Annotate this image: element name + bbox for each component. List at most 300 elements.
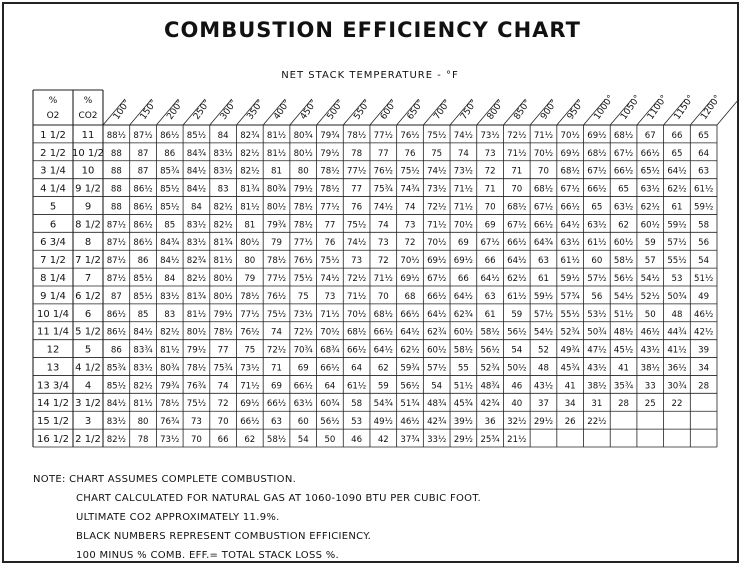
efficiency-value: 87½	[106, 256, 126, 267]
efficiency-value: 80¾	[160, 363, 180, 374]
efficiency-value: 82½	[213, 202, 233, 213]
efficiency-value: 85¾	[106, 363, 126, 374]
efficiency-value: 46½	[694, 309, 714, 320]
efficiency-value: 84	[190, 202, 202, 213]
efficiency-value: 81½	[160, 345, 180, 356]
efficiency-value: 79¾	[320, 130, 340, 141]
efficiency-value: 76¾	[186, 381, 207, 392]
efficiency-value: 22	[671, 399, 683, 410]
efficiency-value: 63½	[613, 202, 634, 213]
efficiency-value: 66	[671, 130, 683, 141]
efficiency-value: 80½	[293, 148, 313, 159]
efficiency-value: 56½	[400, 381, 420, 392]
efficiency-value: 67½	[427, 273, 447, 284]
efficiency-value: 68½	[587, 148, 607, 159]
efficiency-value: 73	[377, 238, 389, 249]
temperature-header: 700°	[432, 98, 453, 122]
efficiency-value: 67	[644, 130, 656, 141]
efficiency-value: 50¾	[667, 291, 687, 302]
efficiency-value: 81	[271, 166, 282, 177]
efficiency-value: 70½	[533, 148, 554, 159]
o2-percent: 12	[46, 344, 60, 356]
efficiency-value: 75	[244, 345, 256, 356]
efficiency-value: 73½	[240, 363, 260, 374]
efficiency-value: 59	[511, 309, 523, 320]
efficiency-value: 78½	[293, 202, 313, 213]
efficiency-value: 87½	[106, 273, 126, 284]
efficiency-value: 77½	[240, 309, 260, 320]
efficiency-value: 29½	[533, 417, 554, 428]
efficiency-value: 34	[698, 363, 710, 374]
efficiency-value: 41½	[667, 345, 687, 356]
efficiency-value: 82½	[240, 148, 260, 159]
efficiency-value: 74½	[453, 130, 474, 141]
efficiency-value: 73	[404, 220, 416, 231]
efficiency-value: 66½	[507, 238, 527, 249]
efficiency-value: 71½	[453, 202, 474, 213]
efficiency-value: 85½	[186, 130, 207, 141]
efficiency-value: 73½	[293, 309, 313, 320]
efficiency-value: 75½	[186, 399, 207, 410]
efficiency-value: 83½	[133, 363, 153, 374]
efficiency-value: 87	[137, 148, 149, 159]
efficiency-value: 55	[457, 363, 469, 374]
efficiency-value: 54	[698, 256, 710, 267]
efficiency-value: 44¾	[667, 327, 687, 338]
co2-percent: 8	[84, 237, 92, 249]
efficiency-value: 59½	[560, 273, 580, 284]
efficiency-value: 70½	[320, 327, 340, 338]
o2-percent: 11 1/4	[37, 326, 69, 338]
efficiency-value: 86½	[133, 220, 153, 231]
efficiency-value: 81¾	[186, 291, 207, 302]
efficiency-value: 26	[564, 417, 576, 428]
efficiency-value: 65½	[640, 166, 660, 177]
efficiency-value: 78½	[320, 166, 340, 177]
efficiency-value: 66	[484, 256, 496, 267]
efficiency-value: 81½	[266, 148, 287, 159]
efficiency-value: 78½	[346, 130, 367, 141]
efficiency-value: 72½	[293, 327, 313, 338]
efficiency-value: 71	[511, 166, 523, 177]
efficiency-value: 88	[110, 166, 122, 177]
efficiency-value: 31	[591, 399, 603, 410]
efficiency-value: 56½	[320, 417, 340, 428]
efficiency-value: 62¾	[453, 309, 474, 320]
efficiency-value: 86½	[106, 309, 126, 320]
efficiency-value: 39½	[453, 417, 474, 428]
co2-percent: 2 1/2	[75, 433, 101, 445]
efficiency-value: 80½	[213, 291, 233, 302]
temperature-header: 600°	[378, 98, 400, 122]
efficiency-value: 50½	[507, 363, 527, 374]
temperature-header: 950°	[565, 98, 587, 122]
efficiency-value: 59½	[533, 291, 554, 302]
efficiency-value: 78½	[160, 399, 180, 410]
efficiency-value: 50	[644, 309, 656, 320]
efficiency-value: 38½	[587, 381, 607, 392]
efficiency-value: 79	[244, 273, 256, 284]
o2-percent: 10 1/4	[37, 308, 69, 320]
o2-percent: 6	[49, 219, 57, 231]
efficiency-value: 51½	[613, 309, 634, 320]
efficiency-value: 84¾	[160, 238, 180, 249]
efficiency-value: 69½	[587, 130, 607, 141]
efficiency-value: 66½	[427, 291, 447, 302]
efficiency-value: 53½	[587, 309, 607, 320]
efficiency-value: 85½	[106, 381, 126, 392]
efficiency-value: 82½	[213, 220, 233, 231]
efficiency-value: 66½	[560, 202, 580, 213]
efficiency-value: 67½	[480, 238, 500, 249]
efficiency-value: 62½	[640, 202, 660, 213]
efficiency-value: 78½	[186, 363, 207, 374]
efficiency-value: 56½	[613, 273, 634, 284]
efficiency-value: 72	[404, 238, 416, 249]
efficiency-value: 65	[618, 184, 630, 195]
efficiency-value: 71½	[373, 273, 393, 284]
efficiency-value: 66½	[266, 399, 287, 410]
efficiency-value: 43½	[640, 345, 660, 356]
temperature-header: 450°	[298, 98, 320, 122]
efficiency-value: 70	[190, 434, 202, 445]
co2-percent: 10	[81, 165, 95, 177]
efficiency-value: 70	[377, 291, 389, 302]
efficiency-value: 45¾	[453, 399, 474, 410]
efficiency-value: 78½	[293, 220, 313, 231]
efficiency-value: 59	[377, 381, 389, 392]
efficiency-value: 84½	[160, 256, 180, 267]
chart-notes	[33, 470, 481, 565]
efficiency-value: 80½	[266, 202, 287, 213]
efficiency-value: 66½	[613, 166, 634, 177]
efficiency-value: 52	[538, 345, 549, 356]
o2-percent: 6 3/4	[40, 237, 66, 249]
efficiency-value: 59½	[667, 220, 687, 231]
efficiency-value: 42¾	[427, 417, 447, 428]
efficiency-value: 50	[324, 434, 336, 445]
efficiency-value: 75½	[293, 273, 313, 284]
efficiency-value: 25¾	[480, 434, 500, 445]
efficiency-value: 74	[404, 202, 416, 213]
efficiency-value: 67½	[560, 184, 580, 195]
efficiency-value: 51½	[694, 273, 714, 284]
header-label: %	[83, 96, 93, 106]
efficiency-value: 71½	[453, 184, 474, 195]
efficiency-value: 66½	[240, 417, 260, 428]
efficiency-value: 36½	[667, 363, 687, 374]
efficiency-value: 66½	[640, 148, 660, 159]
o2-percent: 3 1/4	[40, 165, 66, 177]
efficiency-value: 46	[351, 434, 363, 445]
efficiency-value: 30¾	[667, 381, 687, 392]
efficiency-value: 71½	[240, 381, 260, 392]
efficiency-value: 46½	[400, 417, 420, 428]
efficiency-value: 81½	[186, 309, 207, 320]
co2-percent: 8 1/2	[75, 219, 101, 231]
efficiency-value: 69	[484, 220, 496, 231]
efficiency-value: 59½	[694, 202, 714, 213]
chart-title: COMBUSTION EFFICIENCY CHART	[164, 18, 581, 42]
efficiency-value: 78½	[266, 256, 287, 267]
efficiency-value: 48	[538, 363, 549, 374]
efficiency-value: 77½	[266, 273, 287, 284]
efficiency-value: 71½	[427, 220, 447, 231]
efficiency-value: 85½	[160, 202, 180, 213]
temperature-header: 300°	[218, 98, 240, 122]
efficiency-value: 40	[511, 399, 523, 410]
efficiency-value: 43½	[587, 363, 607, 374]
efficiency-value: 63	[538, 256, 549, 267]
efficiency-value: 87½	[106, 220, 126, 231]
efficiency-value: 72½	[507, 130, 527, 141]
temperature-header: 1050°	[619, 93, 644, 122]
efficiency-value: 66½	[293, 381, 313, 392]
efficiency-value: 84½	[186, 166, 207, 177]
efficiency-value: 75½	[266, 309, 287, 320]
efficiency-value: 64	[698, 148, 710, 159]
temperature-header: 550°	[352, 98, 373, 122]
co2-percent: 5	[84, 344, 92, 356]
o2-percent: 13	[46, 362, 60, 374]
efficiency-value: 88	[110, 184, 122, 195]
efficiency-value: 60	[591, 256, 603, 267]
efficiency-value: 80½	[240, 238, 260, 249]
efficiency-value: 84½	[133, 327, 153, 338]
efficiency-value: 83	[164, 309, 176, 320]
o2-percent: 7 1/2	[40, 255, 66, 267]
efficiency-value: 66	[217, 434, 229, 445]
efficiency-value: 66½	[373, 327, 393, 338]
efficiency-value: 42½	[694, 327, 714, 338]
efficiency-value: 63½	[293, 399, 313, 410]
efficiency-value: 54	[297, 434, 309, 445]
efficiency-value: 45½	[613, 345, 634, 356]
efficiency-value: 34	[564, 399, 576, 410]
efficiency-value: 64½	[667, 166, 687, 177]
efficiency-value: 78½	[320, 184, 340, 195]
efficiency-value: 80½	[213, 273, 233, 284]
efficiency-value: 70	[217, 417, 229, 428]
efficiency-value: 71½	[507, 148, 527, 159]
efficiency-value: 64½	[507, 256, 527, 267]
efficiency-value: 67½	[613, 148, 634, 159]
efficiency-value: 86½	[133, 184, 153, 195]
efficiency-value: 28	[618, 399, 630, 410]
efficiency-value: 54¾	[373, 399, 393, 410]
efficiency-value: 74½	[320, 273, 340, 284]
efficiency-value: 76	[324, 238, 336, 249]
efficiency-value: 72½	[427, 202, 447, 213]
efficiency-value: 62½	[507, 273, 527, 284]
efficiency-value: 76½	[400, 130, 420, 141]
note-line: CHART CALCULATED FOR NATURAL GAS AT 1060-1090 BTU PER CUBIC FOOT.	[76, 493, 482, 504]
efficiency-value: 86	[164, 148, 176, 159]
efficiency-value: 72	[217, 399, 229, 410]
efficiency-value: 41	[618, 363, 630, 374]
efficiency-value: 70½	[560, 130, 580, 141]
co2-percent: 7 1/2	[75, 255, 101, 267]
temperature-header: 1150°	[672, 93, 697, 122]
efficiency-value: 57½	[667, 238, 687, 249]
efficiency-value: 82¾	[240, 130, 260, 141]
efficiency-value: 65	[698, 130, 710, 141]
efficiency-value: 76½	[240, 327, 260, 338]
efficiency-value: 71½	[320, 309, 340, 320]
efficiency-value: 59	[644, 238, 656, 249]
efficiency-value: 76½	[373, 166, 393, 177]
efficiency-value: 61	[671, 202, 683, 213]
efficiency-value: 49	[698, 291, 710, 302]
efficiency-value: 58½	[266, 434, 287, 445]
temperature-header: 350°	[245, 98, 267, 122]
co2-percent: 3 1/2	[75, 398, 101, 410]
efficiency-value: 66½	[320, 363, 340, 374]
efficiency-value: 48	[671, 309, 683, 320]
efficiency-value: 57½	[427, 363, 447, 374]
efficiency-value: 77½	[346, 166, 367, 177]
efficiency-value: 75½	[346, 220, 367, 231]
efficiency-value: 85	[164, 220, 176, 231]
efficiency-value: 69½	[427, 256, 447, 267]
efficiency-value: 56½	[507, 327, 527, 338]
efficiency-value: 75	[431, 148, 443, 159]
efficiency-value: 86½	[106, 327, 126, 338]
efficiency-value: 46	[511, 381, 523, 392]
efficiency-value: 50¾	[587, 327, 607, 338]
efficiency-value: 58½	[613, 256, 634, 267]
efficiency-value: 73½	[427, 184, 447, 195]
efficiency-value: 76¾	[160, 417, 180, 428]
efficiency-value: 81½	[133, 399, 153, 410]
efficiency-value: 72½	[266, 345, 287, 356]
co2-percent: 3	[84, 416, 92, 428]
efficiency-value: 80	[297, 166, 309, 177]
o2-percent: 2 1/2	[40, 147, 66, 159]
co2-percent: 4 1/2	[75, 362, 101, 374]
efficiency-value: 48½	[613, 327, 634, 338]
efficiency-value: 74¾	[400, 184, 420, 195]
efficiency-value: 69½	[453, 256, 474, 267]
efficiency-value: 66	[457, 273, 469, 284]
efficiency-value: 83½	[213, 148, 233, 159]
efficiency-value: 57½	[587, 273, 607, 284]
efficiency-value: 79½	[293, 184, 313, 195]
efficiency-value: 83½	[186, 220, 207, 231]
temperature-header: 250°	[192, 98, 213, 122]
efficiency-value: 54½	[533, 327, 554, 338]
efficiency-value: 37¾	[400, 434, 420, 445]
co2-percent: 6 1/2	[75, 290, 101, 302]
efficiency-value: 82½	[160, 327, 180, 338]
efficiency-value: 64½	[400, 327, 420, 338]
co2-percent: 6	[84, 308, 92, 320]
efficiency-value: 68½	[507, 202, 527, 213]
note-line: ULTIMATE CO2 APPROXIMATELY 11.9%.	[76, 512, 280, 523]
efficiency-value: 75¾	[213, 363, 233, 374]
efficiency-value: 82½	[186, 273, 207, 284]
o2-percent: 16 1/2	[37, 433, 69, 445]
efficiency-value: 75	[297, 291, 309, 302]
efficiency-value: 81½	[266, 130, 287, 141]
efficiency-value: 76	[351, 202, 363, 213]
efficiency-value: 79¾	[160, 381, 180, 392]
efficiency-value: 73½	[453, 166, 474, 177]
efficiency-value: 73	[351, 256, 363, 267]
efficiency-value: 80½	[186, 327, 207, 338]
efficiency-value: 76½	[293, 256, 313, 267]
efficiency-value: 64½	[480, 273, 500, 284]
efficiency-value: 53	[671, 273, 683, 284]
efficiency-value: 68½	[373, 309, 393, 320]
efficiency-value: 51¾	[400, 399, 420, 410]
efficiency-value: 67½	[587, 166, 607, 177]
efficiency-value: 45¾	[560, 363, 580, 374]
efficiency-value: 62	[377, 363, 389, 374]
efficiency-value: 33	[644, 381, 656, 392]
efficiency-value: 74½	[427, 166, 447, 177]
efficiency-value: 70	[511, 184, 523, 195]
efficiency-value: 67½	[507, 220, 527, 231]
efficiency-value: 77	[377, 148, 389, 159]
efficiency-value: 57¾	[560, 291, 580, 302]
efficiency-value: 83½	[213, 166, 233, 177]
efficiency-value: 38½	[640, 363, 660, 374]
efficiency-value: 64	[324, 381, 336, 392]
efficiency-value: 80	[244, 256, 256, 267]
temperature-header: 800°	[485, 98, 507, 122]
efficiency-value: 39	[698, 345, 710, 356]
efficiency-value: 60	[297, 417, 309, 428]
co2-percent: 9 1/2	[75, 183, 101, 195]
temperature-header: 500°	[325, 98, 347, 122]
temperature-header: 100°	[111, 98, 133, 122]
efficiency-value: 66½	[346, 345, 367, 356]
efficiency-value: 61½	[694, 184, 714, 195]
efficiency-value: 68½	[533, 184, 554, 195]
efficiency-value: 62	[244, 434, 256, 445]
co2-percent: 4	[84, 380, 92, 392]
efficiency-value: 84	[217, 130, 229, 141]
efficiency-value: 76	[404, 148, 416, 159]
efficiency-value: 59¾	[400, 363, 420, 374]
efficiency-value: 80¾	[266, 184, 287, 195]
efficiency-value: 87½	[133, 130, 153, 141]
efficiency-value: 64	[351, 363, 363, 374]
efficiency-value: 88	[110, 202, 122, 213]
temperature-header: 750°	[458, 98, 480, 122]
efficiency-value: 43½	[533, 381, 554, 392]
efficiency-value: 74	[271, 327, 282, 338]
efficiency-value: 64½	[453, 291, 474, 302]
efficiency-value: 54½	[613, 291, 634, 302]
efficiency-value: 42¾	[480, 399, 500, 410]
efficiency-value: 70	[538, 166, 549, 177]
efficiency-value: 69½	[400, 273, 420, 284]
efficiency-value: 75½	[400, 166, 420, 177]
co2-percent: 10 1/2	[72, 147, 104, 159]
efficiency-value: 33½	[427, 434, 447, 445]
efficiency-value: 78½	[240, 291, 260, 302]
efficiency-value: 21½	[507, 434, 527, 445]
efficiency-value: 56	[591, 291, 603, 302]
o2-percent: 9 1/4	[40, 290, 66, 302]
efficiency-value: 60¾	[320, 399, 340, 410]
efficiency-value: 28	[698, 381, 710, 392]
efficiency-value: 63½	[640, 184, 660, 195]
efficiency-value: 66½	[400, 309, 420, 320]
efficiency-value: 85½	[133, 291, 153, 302]
